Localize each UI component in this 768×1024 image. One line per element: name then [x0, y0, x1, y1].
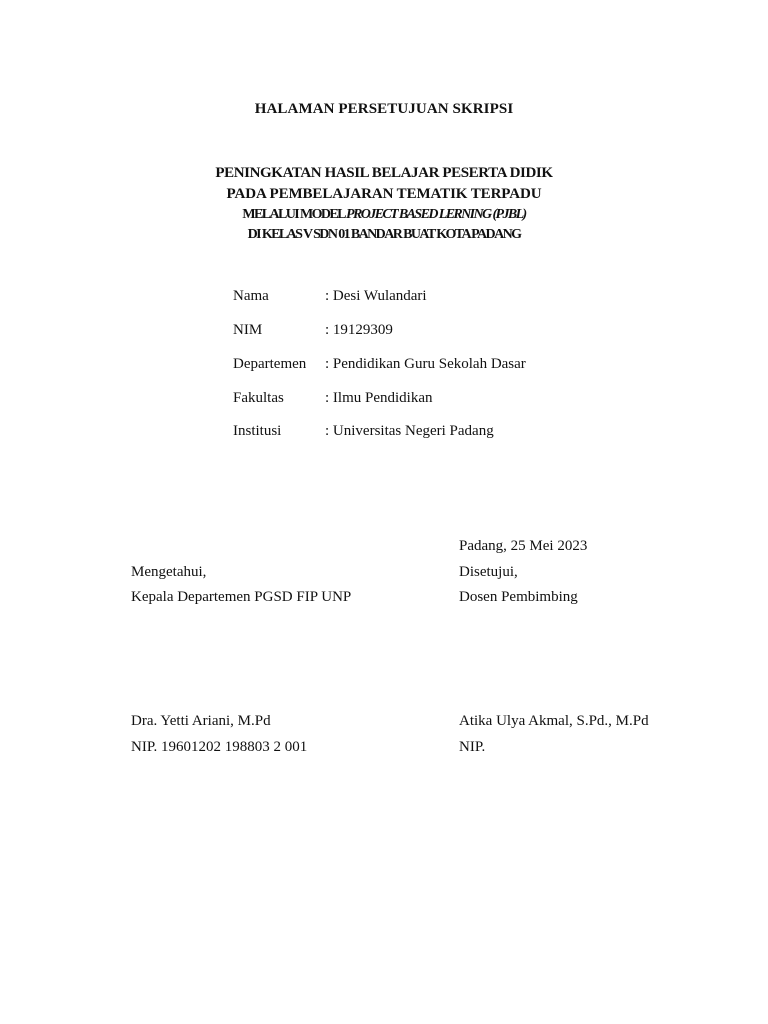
left-signatory-name: Dra. Yetti Ariani, M.Pd	[131, 713, 271, 729]
thesis-title-line-2: PADA PEMBELAJARAN TEMATIK TERPADU	[226, 186, 542, 202]
info-value-nama: : Desi Wulandari	[325, 288, 427, 304]
place-date: Padang, 25 Mei 2023	[459, 538, 588, 554]
info-label-institusi: Institusi	[233, 423, 282, 439]
page-heading: HALAMAN PERSETUJUAN SKRIPSI	[254, 101, 514, 117]
left-signatory-intro: Mengetahui,	[131, 564, 207, 580]
info-label-departemen: Departemen	[233, 356, 307, 372]
info-value-departemen: : Pendidikan Guru Sekolah Dasar	[325, 356, 526, 372]
thesis-title-line-3	[0, 207, 768, 223]
info-label-nama: Nama	[233, 288, 269, 304]
thesis-title-line-4: DI KELAS V SDN 01 BANDAR BUAT KOTA PADANG	[247, 227, 521, 242]
thesis-title-line-3-model: PROJECT BASED LERNING (PJBL)	[346, 207, 526, 222]
right-signatory-intro: Disetujui,	[459, 564, 518, 580]
info-label-fakultas: Fakultas	[233, 390, 284, 406]
info-value-nim: : 19129309	[325, 322, 393, 338]
left-signatory-role: Kepala Departemen PGSD FIP UNP	[131, 589, 352, 605]
info-value-fakultas: : Ilmu Pendidikan	[325, 390, 433, 406]
info-label-nim: NIM	[233, 322, 263, 338]
right-signatory-name: Atika Ulya Akmal, S.Pd., M.Pd	[459, 713, 649, 729]
thesis-title-line-3-prefix: MELALUI MODEL	[242, 207, 346, 222]
right-signatory-nip: NIP.	[459, 739, 486, 755]
left-signatory-nip: NIP. 19601202 198803 2 001	[131, 739, 308, 755]
right-signatory-role: Dosen Pembimbing	[459, 589, 578, 605]
thesis-title-line-1: PENINGKATAN HASIL BELAJAR PESERTA DIDIK	[215, 165, 553, 181]
info-value-institusi: : Universitas Negeri Padang	[325, 423, 494, 439]
